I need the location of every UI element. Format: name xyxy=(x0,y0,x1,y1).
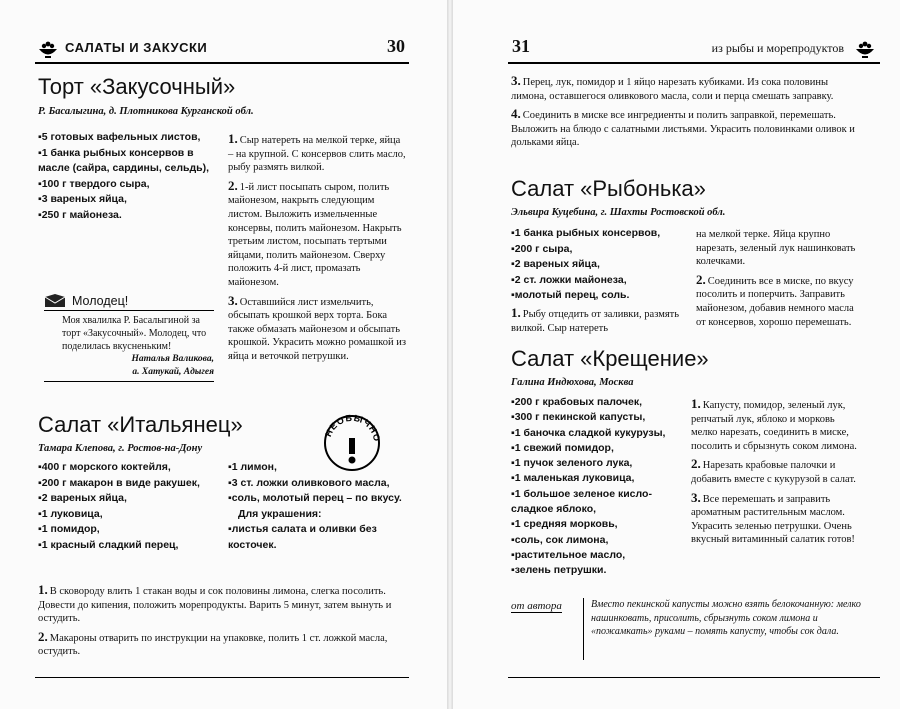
page-header-right xyxy=(508,38,880,64)
page-number: 31 xyxy=(512,36,530,56)
ingredient-item: ▪300 г пекинской капусты, xyxy=(511,411,646,424)
step-paragraph: 3. Все перемешать и заправить ароматным растительным маслом. Украсить зеленью петрушки. Очень вкусный витаминный салатик готов! xyxy=(691,489,855,546)
ingredient-item: ▪соль, молотый перец – по вкусу. xyxy=(228,492,402,504)
ingredient-item: ▪зелень петрушки. xyxy=(511,564,607,577)
step-paragraph: 2. 1-й лист посыпать сыром, полить майонезом, накрыть следующим листом. Выложить измельченные консервы, полить майонезом. Накрыть третьим листом, посыпать тертыми яйцами, полить майонезом. Сверху положить 4-й лист, промазать майонезом. xyxy=(228,177,402,288)
recipe-title-rybonka: Салат «Рыбонька» xyxy=(511,176,706,201)
recipe-author: Эльвира Куцебина, г. Шахты Ростовской обл. xyxy=(511,207,726,218)
salad-bowl-icon xyxy=(37,38,59,60)
ingredient-item: ▪1 банка рыбных консервов, xyxy=(511,227,661,239)
ingredient-item: ▪3 вареных яйца, xyxy=(38,193,127,205)
step-paragraph: 2. Нарезать крабовые палочки и добавить вместе с кукурузой в салат. xyxy=(691,456,856,485)
ingredient-item: ▪2 ст. ложки майонеза, xyxy=(511,273,627,286)
recipe-author: Галина Индюхова, Москва xyxy=(511,377,634,388)
ingredient-item: ▪молотый перец, соль. xyxy=(511,289,630,301)
envelope-icon xyxy=(44,293,66,309)
ingredient-item: ▪200 г сыра, xyxy=(511,242,573,255)
salad-bowl-icon xyxy=(854,38,876,60)
ingredient-item: ▪растительное масло, xyxy=(511,548,626,561)
note-divider xyxy=(583,598,584,660)
ingredient-item: ▪1 большое зеленое кисло-сладкое яблоко, xyxy=(511,487,652,516)
ingredient-item: ▪соль, сок лимона, xyxy=(511,533,609,546)
step-paragraph: на мелкой терке. Яйца крупно нарезать, зеленый лук нашинковать колечками. xyxy=(696,229,856,268)
praise-note xyxy=(44,293,214,382)
ingredient-item: ▪1 маленькая луковица, xyxy=(511,472,635,485)
ingredient-item: ▪1 банка рыбных консервов в масле (сайра, сардины, сельдь), xyxy=(38,146,210,174)
step-paragraph: 1. Сыр натереть на мелкой терке, яйца – на крупной. С консервов слить масло, рыбу размять вилкой. xyxy=(228,131,406,174)
step-paragraph: 4. Соединить в миске все ингредиенты и полить заправкой, перемешать. Выложить на блюдо с салатными листьями. Украсить половинками оливок и дольками яйца. xyxy=(511,106,855,149)
left-page xyxy=(0,0,447,709)
step-paragraph: 3. Оставшийся лист измельчить, обсыпать крошкой верх торта. Бока также обмазать майонезом и обсыпать крошкой. Украсить можно ромашкой из яйца и веточкой петрушки. xyxy=(228,292,407,362)
ingredient-item: ▪1 помидор, xyxy=(38,523,100,535)
ingredient-item: ▪250 г майонеза. xyxy=(38,208,122,221)
ingredient-list xyxy=(38,130,213,223)
svg-text:НЕОБЫЧНО: НЕОБЫЧНО xyxy=(323,413,382,443)
recipe-steps xyxy=(511,306,691,339)
recipe-title-kreshchenie: Салат «Крещение» xyxy=(511,346,709,371)
recipe-author: Тамара Клепова, г. Ростов-на-Дону xyxy=(38,443,203,454)
ingredient-item: ▪3 ст. ложки оливкового масла, xyxy=(228,476,390,489)
recipe-title-tort: Торт «Закусочный» xyxy=(38,74,236,99)
page-footer-rule xyxy=(508,677,880,678)
praise-text: Моя хвалилка Р. Басалыгиной за торт «Закусочный». Молодец, что поделилась вкусненьким! xyxy=(62,315,207,352)
ingredient-list xyxy=(511,395,683,579)
recipe-steps xyxy=(228,132,406,368)
ingredient-item: ▪2 вареных яйца, xyxy=(511,258,600,270)
ingredient-list-2 xyxy=(228,460,403,553)
section-title: САЛАТЫ И ЗАКУСКИ xyxy=(65,40,208,55)
page-header-left xyxy=(35,38,409,64)
ingredient-item: ▪1 лимон, xyxy=(228,461,277,473)
page-number: 30 xyxy=(387,36,405,56)
ingredient-item: ▪5 готовых вафельных листов, xyxy=(38,131,201,143)
step-paragraph: 1. В сковороду влить 1 стакан воды и сок половины лимона, слегка посолить. Довести до кипения, положить морепродукты. Варить 5 минут, затем вынуть и остудить. xyxy=(38,582,392,625)
praise-signature-name: Наталья Валикова, xyxy=(131,354,214,364)
step-paragraph: 1. Капусту, помидор, зеленый лук, репчатый лук, яблоко и морковь мелко нарезать, соединить в миске, посолить и сбрызнуть соком лимона. xyxy=(691,396,857,452)
ingredient-list xyxy=(38,460,218,553)
ingredient-item: ▪1 луковица, xyxy=(38,507,103,520)
ingredient-item: ▪400 г морского коктейля, xyxy=(38,461,171,473)
ingredient-item: ▪2 вареных яйца, xyxy=(38,492,127,504)
praise-heading: Молодец! xyxy=(72,293,129,308)
recipe-steps xyxy=(691,397,863,551)
step-paragraph: 2. Макароны отварить по инструкции на упаковке, полить 1 ст. ложкой масла, остудить. xyxy=(38,628,388,658)
ingredient-item: ▪1 баночка сладкой кукурузы, xyxy=(511,426,666,439)
step-paragraph: 1. Рыбу отцедить от заливки, размять вилкой. Сыр натереть xyxy=(511,305,680,334)
from-author-label: от автора xyxy=(511,600,562,612)
ingredient-item: ▪1 свежий помидор, xyxy=(511,441,614,454)
ingredient-item: ▪1 красный сладкий перец, xyxy=(38,538,179,551)
ingredient-item: ▪листья салата и оливки без косточек. xyxy=(228,523,377,551)
ingredient-item: ▪200 г макарон в виде ракушек, xyxy=(38,476,200,489)
recipe-author: Р. Басалыгина, д. Плотникова Курганской обл. xyxy=(38,106,254,117)
section-subtitle: из рыбы и морепродуктов xyxy=(711,41,844,55)
ingredient-item: ▪1 пучок зеленого лука, xyxy=(511,457,633,470)
recipe-steps-2 xyxy=(696,228,864,333)
page-footer-rule xyxy=(35,677,409,678)
recipe-title-italyanets: Салат «Итальянец» xyxy=(38,412,243,437)
decoration-heading: Для украшения: xyxy=(238,507,322,520)
praise-signature-place: а. Хатукай, Адыгея xyxy=(44,366,214,382)
ingredient-item: ▪200 г крабовых палочек, xyxy=(511,396,643,408)
ingredient-item: ▪1 средняя морковь, xyxy=(511,518,618,531)
right-page xyxy=(453,0,900,709)
continued-steps xyxy=(511,74,861,154)
recipe-steps xyxy=(38,583,404,663)
ingredient-list xyxy=(511,226,691,304)
step-paragraph: 2. Соединить все в миске, по вкусу посолить и поперчить. Заправить майонезом, добавив немного масла от консервов, хорошо перемешать. xyxy=(696,271,854,328)
step-paragraph: 3. Перец, лук, помидор и 1 яйцо нарезать кубиками. Из сока половины лимона, оставшегося оливкового масла, соли и перца смешать заправку. xyxy=(511,73,834,102)
from-author-note: Вместо пекинской капусты можно взять белокочанную: мелко нашинковать, присолить, сбрызнуть соком лимона и «пожамкать» руками – помять капусту, чтобы сок дала. xyxy=(591,599,861,637)
ingredient-item: ▪100 г твердого сыра, xyxy=(38,177,150,190)
